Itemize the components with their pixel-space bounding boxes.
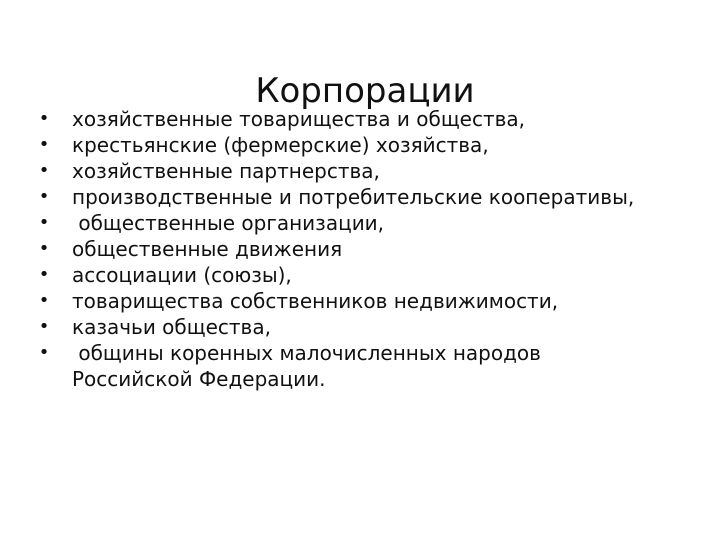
bullet-icon: • [38, 160, 50, 181]
list-item-text: крестьянские (фермерские) хозяйства, [72, 133, 489, 157]
list-item-text: казачьи общества, [72, 315, 271, 339]
bullet-icon: • [38, 212, 50, 233]
list-item-continuation: Российской Федерации. [72, 367, 326, 391]
list-item-text: общественные организации, [72, 211, 385, 235]
list-item [36, 158, 708, 184]
bullet-list [36, 106, 708, 392]
bullet-icon: • [38, 342, 50, 363]
list-item-text: хозяйственные товарищества и общества, [72, 107, 526, 131]
list-item-text: производственные и потребительские кооперативы, [72, 185, 635, 209]
list-item-text: товарищества собственников недвижимости, [72, 289, 559, 313]
bullet-icon: • [38, 134, 50, 155]
list-item [36, 236, 708, 262]
bullet-icon: • [38, 186, 50, 207]
bullet-icon: • [38, 238, 50, 259]
list-item [36, 106, 708, 132]
list-item [36, 262, 708, 288]
bullet-icon: • [38, 290, 50, 311]
list-item [36, 340, 708, 392]
list-item [36, 210, 708, 236]
bullet-icon: • [38, 264, 50, 285]
bullet-icon: • [38, 108, 50, 129]
list-item-text: общины коренных малочисленных народов [72, 341, 541, 365]
slide-title: Корпорации [255, 70, 475, 111]
list-item-text: хозяйственные партнерства, [72, 159, 380, 183]
list-item-text: общественные движения [72, 237, 343, 261]
list-item [36, 314, 708, 340]
list-item [36, 132, 708, 158]
list-item-text: ассоциации (союзы), [72, 263, 292, 287]
bullet-icon: • [38, 316, 50, 337]
list-item [36, 288, 708, 314]
list-item [36, 184, 708, 210]
